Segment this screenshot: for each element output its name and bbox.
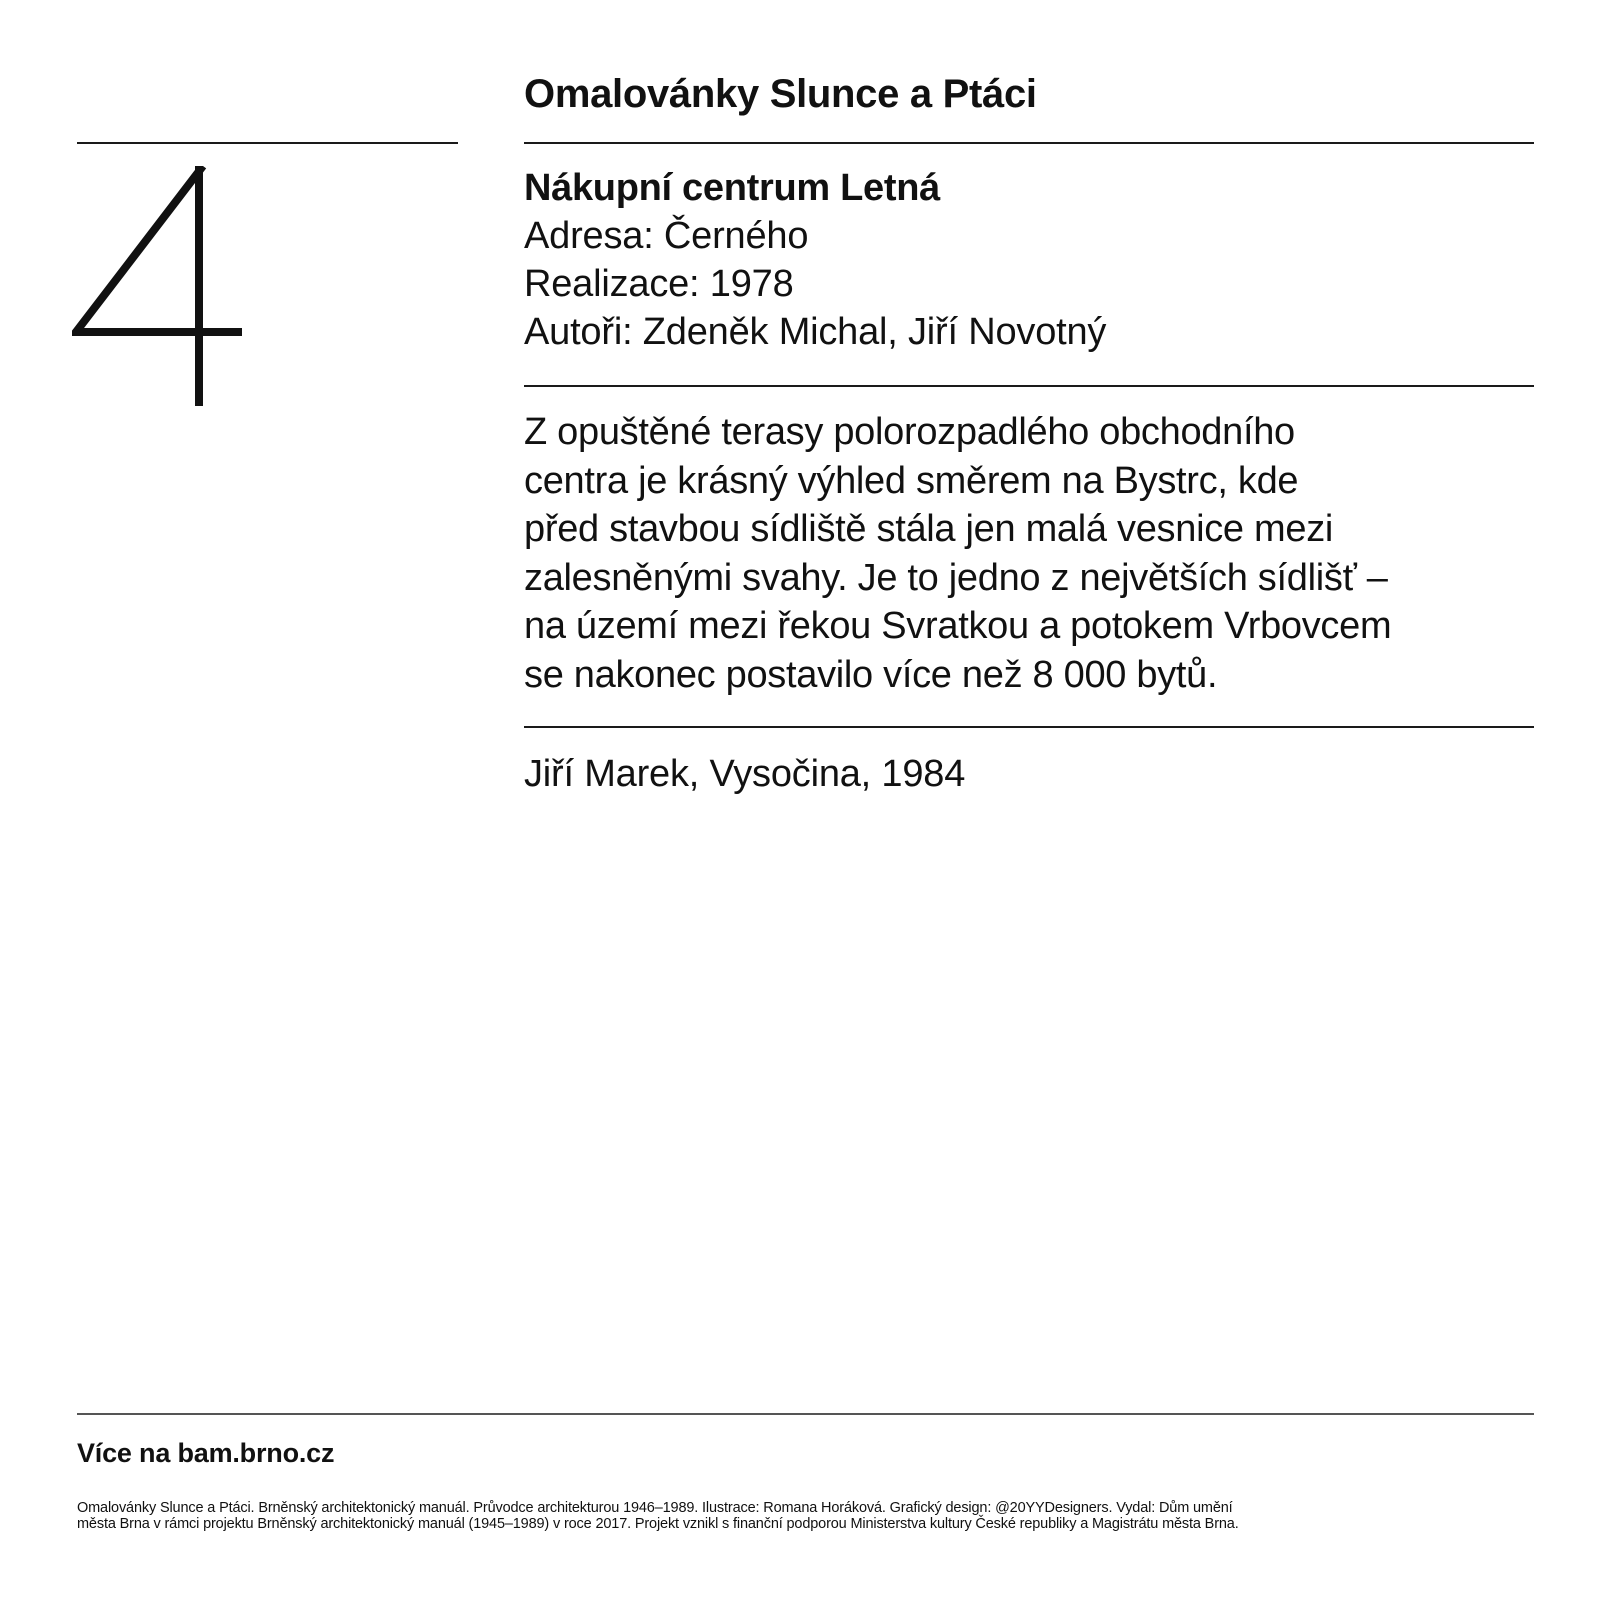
- entry-realization: Realizace: 1978: [524, 263, 794, 305]
- description-line: se nakonec postavilo více než 8 000 bytů.: [524, 653, 1218, 696]
- entry-number-figure: [72, 166, 242, 406]
- description-line: před stavbou sídliště stála jen malá vesnice mezi: [524, 508, 1334, 550]
- colophon: [77, 1500, 1517, 1532]
- description-line: zalesněnými svahy. Je to jedno z největších sídlišť –: [524, 556, 1388, 599]
- divider-footer: [77, 1413, 1534, 1415]
- entry-info: [524, 164, 1106, 356]
- divider-left-top: [77, 142, 458, 144]
- divider-after-description: [524, 726, 1534, 728]
- entry-address: Adresa: Černého: [524, 215, 809, 257]
- page-title: Omalovánky Slunce a Ptáci: [524, 72, 1037, 116]
- website-link[interactable]: Více na bam.brno.cz: [77, 1438, 335, 1468]
- colophon-line: Omalovánky Slunce a Ptáci. Brněnský architektonický manuál. Průvodce architekturou 1946–1989. Ilustrace: Romana Horáková. Grafický design: @20YYDesigners. Vydal: Dům umění: [77, 1500, 1233, 1516]
- entry-description: [524, 408, 1534, 699]
- colophon-line: města Brna v rámci projektu Brněnský architektonický manuál (1945–1989) v roce 2017. Projekt vznikl s finanční podporou Ministerstva kultury České republiky a Magistrátu města Brna.: [77, 1516, 1239, 1532]
- divider-after-info: [524, 385, 1534, 387]
- divider-right-top: [524, 142, 1534, 144]
- description-line: Z opuštěné terasy polorozpadlého obchodního: [524, 411, 1295, 453]
- entry-name: Nákupní centrum Letná: [524, 167, 940, 209]
- quote-source: Jiří Marek, Vysočina, 1984: [524, 753, 966, 795]
- description-line: centra je krásný výhled směrem na Bystrc, kde: [524, 459, 1299, 502]
- entry-authors: Autoři: Zdeněk Michal, Jiří Novotný: [524, 311, 1107, 353]
- description-line: na území mezi řekou Svratkou a potokem Vrbovcem: [524, 605, 1392, 647]
